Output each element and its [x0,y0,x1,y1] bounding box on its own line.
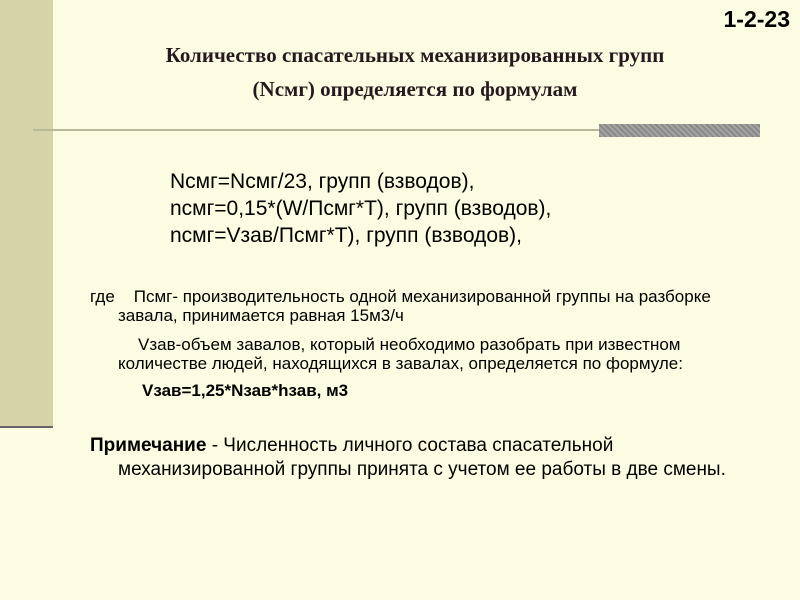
definition-v: Vзав-объем завалов, который необходимо разобрать при известном количестве людей, находящихся в завалах, определяется по формуле: [118,335,683,373]
v-formula: Vзав=1,25*Nзав*hзав, м3 [142,381,349,400]
formula-line: nсмг=0,15*(W/Псмг*T), групп (взводов), [170,197,552,220]
note-label: Примечание [90,435,207,456]
formula-block [170,168,690,249]
title-line-1: Количество спасательных механизированных групп [165,43,665,67]
formula-line: Nсмг=Nсмг/23, групп (взводов), [170,170,475,193]
note-block [90,434,750,482]
definitions-block [90,287,770,400]
slide-number: 1-2-23 [723,6,790,32]
title-divider [33,129,599,131]
definition-p [90,287,770,325]
p-definition-text: Псмг- производительность одной механизированной группы на разборке завала, принимается равная 15м3/ч [118,287,711,325]
note-text: - Численность личного состава спасательной механизированной группы принята с учетом ее работы в две смены. [118,435,726,480]
where-label: где [90,287,115,306]
divider-hatched-block [599,124,760,137]
title-line-2: (Nсмг) определяется по формулам [252,77,578,101]
decorative-sidebar [0,0,53,428]
formula-line: nсмг=Vзав/Псмг*T), групп (взводов), [170,224,522,247]
slide-title [90,38,740,106]
